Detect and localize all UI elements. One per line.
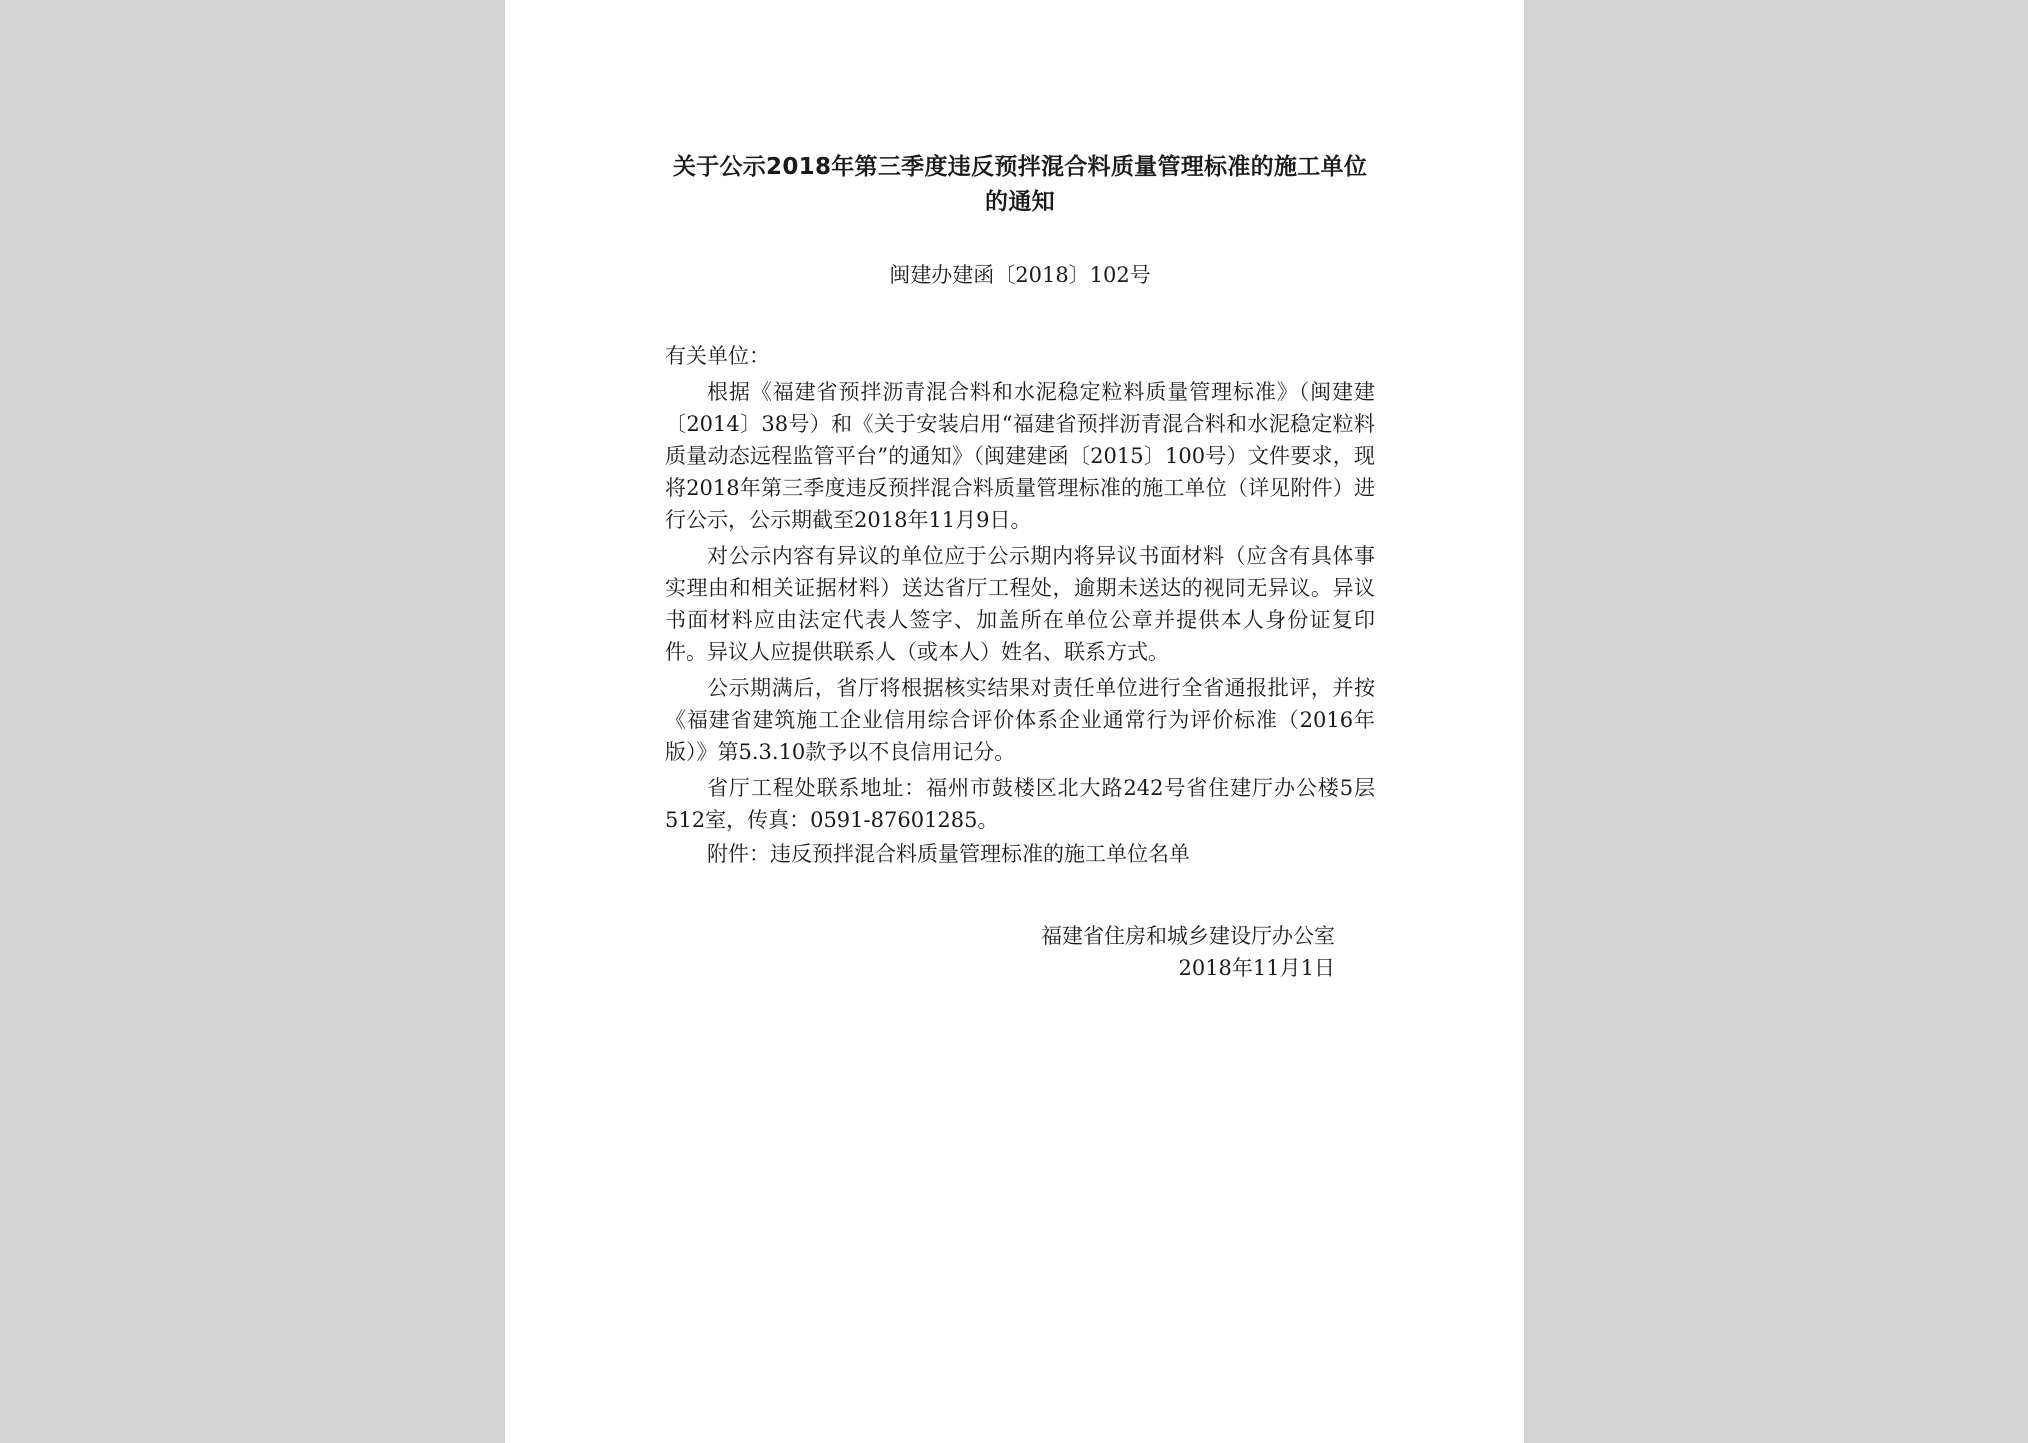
paragraph-contact: 省厅工程处联系地址：福州市鼓楼区北大路242号省住建厅办公楼5层512室，传真：0591-87601285。 <box>665 776 1375 832</box>
document-number: 闽建办建函〔2018〕102号 <box>889 263 1151 287</box>
addressee: 有关单位： <box>665 344 770 368</box>
document-title: 关于公示2018年第三季度违反预拌混合料质量管理标准的施工单位的通知 <box>672 154 1368 215</box>
paragraph-attachment: 附件：违反预拌混合料质量管理标准的施工单位名单 <box>707 842 1190 866</box>
signature-block <box>665 920 1375 984</box>
issue-date: 2018年11月1日 <box>1178 956 1335 980</box>
issuer: 福建省住房和城乡建设厅办公室 <box>1041 924 1335 948</box>
paragraph-basis: 根据《福建省预拌沥青混合料和水泥稳定粒料质量管理标准》（闽建建〔2014〕38号）和《关于安装启用“福建省预拌沥青混合料和水泥稳定粒料质量动态远程监管平台”的通知》（闽建建函〔2015〕100号）文件要求，现将2018年第三季度违反预拌混合料质量管理标准的施工单位（详见附件）进行公示，公示期截至2018年11月9日。 <box>665 380 1375 532</box>
paragraph-objection: 对公示内容有异议的单位应于公示期内将异议书面材料（应含有具体事实理由和相关证据材料）送达省厅工程处，逾期未送达的视同无异议。异议书面材料应由法定代表人签字、加盖所在单位公章并提供本人身份证复印件。异议人应提供联系人（或本人）姓名、联系方式。 <box>665 544 1375 664</box>
page-content <box>665 150 1375 984</box>
document-page <box>505 0 1524 1443</box>
paragraph-penalty: 公示期满后，省厅将根据核实结果对责任单位进行全省通报批评，并按《福建省建筑施工企业信用综合评价体系企业通常行为评价标准（2016年版）》第5.3.10款予以不良信用记分。 <box>665 676 1375 764</box>
